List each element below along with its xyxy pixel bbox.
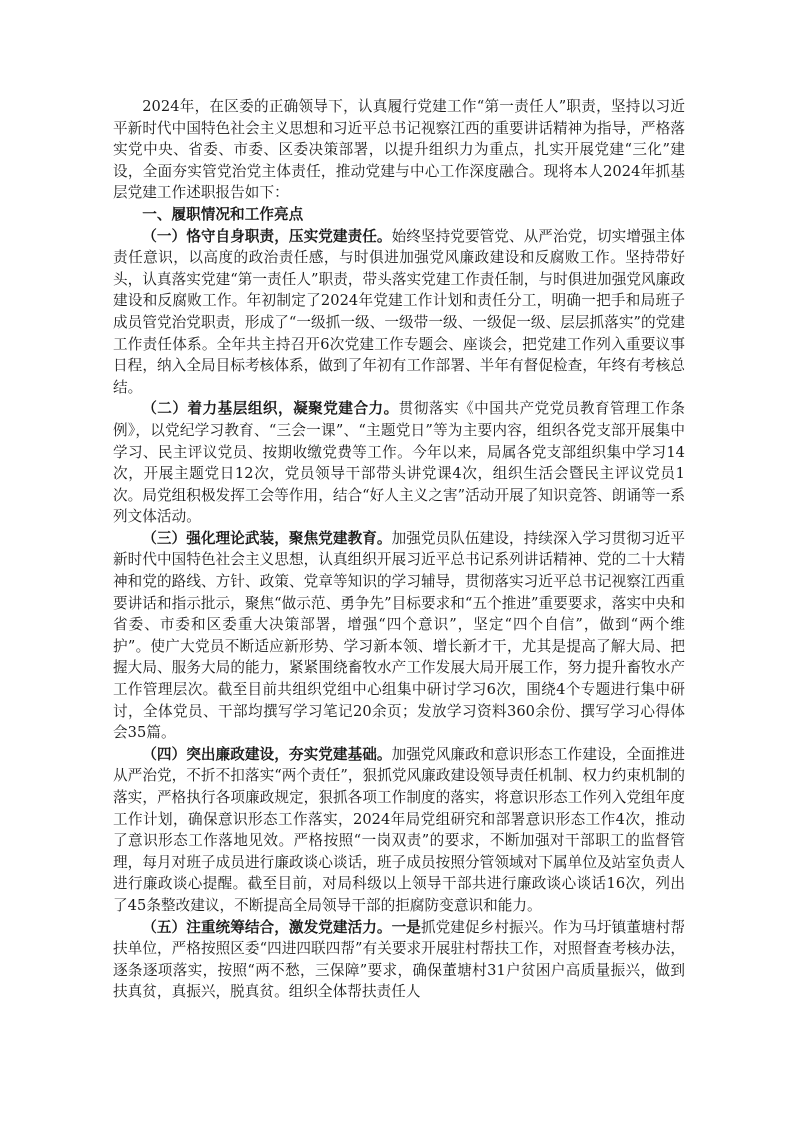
item-body: 始终坚持党要管党、从严治党，切实增强主体责任意识，以高度的政治责任感，与时俱进加强党风廉政建设和反腐败工作。坚持带好头，认真落实党建“第一责任人”职责，带头落实党建工作责任制，与时俱进加强党风廉政建设和反腐败工作。年初制定了2024年党建工作计划和责任分工，明确一把手和局班子成员管党治党职责，形成了“一级抓一级、一级带一级、一级促一级、层层抓落实”的党建工作责任体系。全年共主持召开6次党建工作专题会、座谈会，把党建工作列入重要议事日程，纳入全局目标考核体系，做到了年初有工作部署、半年有督促检查，年终有考核总结。: [113, 227, 685, 396]
item-lead: （三）强化理论武装，聚焦党建教育。: [142, 529, 392, 547]
item-lead: （四）突出廉政建设，夯实党建基础。: [142, 745, 392, 763]
document-page: [113, 96, 685, 1003]
item-paragraph: [113, 528, 685, 744]
item-paragraph: [113, 398, 685, 528]
item-lead: （五）注重统筹结合，激发党建活力。: [142, 918, 392, 936]
item-sublead: 一是: [391, 918, 421, 936]
item-body: 贯彻落实《中国共产党党员教育管理工作条例》，以党纪学习教育、“三会一课”、“主题党日”等为主要内容，组织各党支部开展集中学习、民主评议党员、按期收缴党费等工作。今年以来，局属各党支部组织集中学习14次，开展主题党日12次，党员领导干部带头讲党课4次，组织生活会暨民主评议党员1次。局党组积极发挥工会等作用，结合“好人主义之害”活动开展了知识竞答、朗诵等一系列文体活动。: [113, 400, 686, 526]
item-lead: （二）着力基层组织，凝聚党建合力。: [142, 400, 399, 418]
item-paragraph: [113, 917, 685, 1003]
item-body: 抓党建促乡村振兴。作为马圩镇董塘村帮扶单位，严格按照区委“四进四联四帮”有关要求开展驻村帮扶工作，对照督查考核办法，逐条逐项落实，按照“两不愁，三保障”要求，确保董塘村31户贫困户高质量振兴，做到扶真贫，真振兴，脱真贫。组织全体帮扶责任人: [113, 918, 685, 1001]
intro-paragraph: 2024年，在区委的正确领导下，认真履行党建工作“第一责任人”职责，坚持以习近平新时代中国特色社会主义思想和习近平总书记视察江西的重要讲话精神为指导，严格落实党中央、省委、市委、区委决策部署，以提升组织力为重点，扎实开展党建“三化”建设，全面夯实管党治党主体责任，推动党建与中心工作深度融合。现将本人2024年抓基层党建工作述职报告如下：: [113, 98, 685, 202]
item-body: 加强党风廉政和意识形态工作建设，全面推进从严治党，不折不扣落实“两个责任”，狠抓党风廉政建设领导责任机制、权力约束机制的落实，严格执行各项廉政规定，狠抓各项工作制度的落实，将意识形态工作列入党组年度工作计划，确保意识形态工作落实，2024年局党组研究和部署意识形态工作4次，推动了意识形态工作落地见效。严格按照“一岗双责”的要求，不断加强对干部职工的监督管理，每月对班子成员进行廉政谈心谈话，班子成员按照分管领域对下属单位及站室负责人进行廉政谈心提醒。截至目前，对局科级以上领导干部共进行廉政谈心谈话16次，列出了45条整改建议，不断提高全局领导干部的拒腐防变意识和能力。: [113, 745, 685, 914]
item-body: 加强党员队伍建设，持续深入学习贯彻习近平新时代中国特色社会主义思想，认真组织开展习近平总书记系列讲话精神、党的二十大精神和党的路线、方针、政策、党章等知识的学习辅导，贯彻落实习近平总书记视察江西重要讲话和指示批示，聚焦“做示范、勇争先”目标要求和“五个推进”重要要求，落实中央和省委、市委和区委重大决策部署，增强“四个意识”，坚定“四个自信”，做到“两个维护”。使广大党员不断适应新形势、学习新本领、增长新才干，尤其是提高了解大局、把握大局、服务大局的能力，紧紧围绕畜牧水产工作发展大局开展工作，努力提升畜牧水产工作管理层次。截至目前共组织党组中心组集中研讨学习6次，围绕4个专题进行集中研讨，全体党员、干部均撰写学习笔记20余页；发放学习资料360余份、撰写学习心得体会35篇。: [113, 529, 685, 742]
item-paragraph: [113, 226, 685, 399]
section-heading: 一、履职情况和工作亮点: [142, 205, 304, 223]
item-lead: （一）恪守自身职责，压实党建责任。: [142, 227, 392, 245]
item-paragraph: [113, 744, 685, 917]
